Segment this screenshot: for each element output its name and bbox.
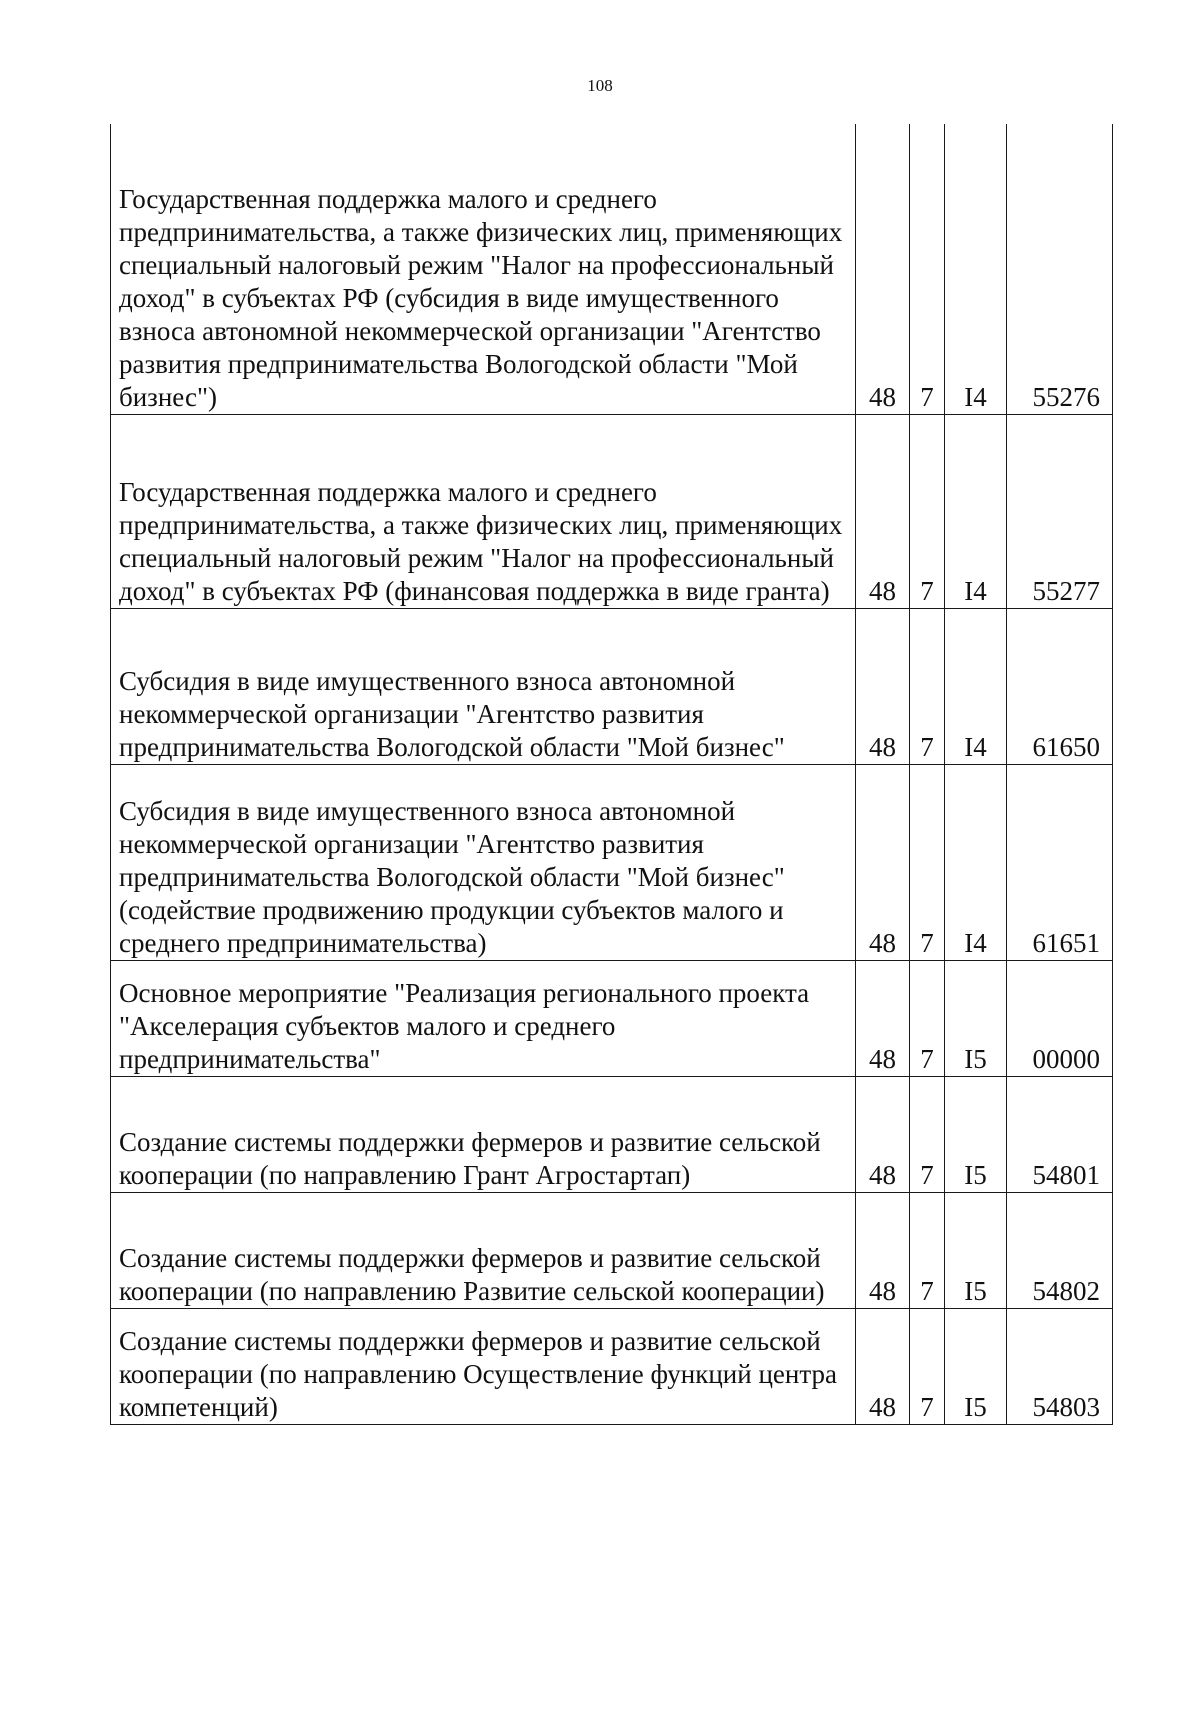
code-cell: 7 xyxy=(910,414,945,608)
budget-table xyxy=(110,124,1113,1425)
code-cell: 55276 xyxy=(1007,124,1113,414)
code-cell: 7 xyxy=(910,1192,945,1308)
code-cell: I5 xyxy=(945,1076,1007,1192)
code-cell: 48 xyxy=(856,764,910,960)
code-cell: 48 xyxy=(856,1308,910,1424)
code-cell: 48 xyxy=(856,414,910,608)
table-row xyxy=(111,1192,1113,1308)
code-cell: I5 xyxy=(945,1308,1007,1424)
code-cell: I4 xyxy=(945,414,1007,608)
code-cell: 48 xyxy=(856,1076,910,1192)
code-cell: 7 xyxy=(910,608,945,764)
code-cell: 7 xyxy=(910,960,945,1076)
code-cell: 48 xyxy=(856,1192,910,1308)
code-cell: 54802 xyxy=(1007,1192,1113,1308)
page-number: 108 xyxy=(587,76,613,95)
code-cell: 00000 xyxy=(1007,960,1113,1076)
code-cell: 7 xyxy=(910,764,945,960)
code-cell: I4 xyxy=(945,124,1007,414)
code-cell: I4 xyxy=(945,608,1007,764)
table-row xyxy=(111,1076,1113,1192)
code-cell: 48 xyxy=(856,124,910,414)
table-row xyxy=(111,608,1113,764)
row-name-cell: Создание системы поддержки фермеров и развитие сельской кооперации (по направлению Развитие сельской кооперации) xyxy=(111,1192,856,1308)
table-row xyxy=(111,414,1113,608)
code-cell: I5 xyxy=(945,960,1007,1076)
row-name-cell: Государственная поддержка малого и среднего предпринимательства, а также физических лиц, применяющих специальный налоговый режим "Налог на профессиональный доход" в субъектах РФ (финансовая поддержка в виде гранта) xyxy=(111,414,856,608)
row-name-cell: Создание системы поддержки фермеров и развитие сельской кооперации (по направлению Осуществление функций центра компетенций) xyxy=(111,1308,856,1424)
code-cell: I4 xyxy=(945,764,1007,960)
code-cell: I5 xyxy=(945,1192,1007,1308)
code-cell: 54803 xyxy=(1007,1308,1113,1424)
code-cell: 7 xyxy=(910,1076,945,1192)
code-cell: 54801 xyxy=(1007,1076,1113,1192)
code-cell: 7 xyxy=(910,124,945,414)
row-name-cell: Субсидия в виде имущественного взноса автономной некоммерческой организации "Агентство развития предпринимательства Вологодской области "Мой бизнес" xyxy=(111,608,856,764)
code-cell: 48 xyxy=(856,608,910,764)
code-cell: 61651 xyxy=(1007,764,1113,960)
table-row xyxy=(111,1308,1113,1424)
code-cell: 61650 xyxy=(1007,608,1113,764)
row-name-cell: Субсидия в виде имущественного взноса автономной некоммерческой организации "Агентство развития предпринимательства Вологодской области "Мой бизнес" (содействие продвижению продукции субъектов малого и среднего предпринимательства) xyxy=(111,764,856,960)
code-cell: 48 xyxy=(856,960,910,1076)
row-name-cell: Создание системы поддержки фермеров и развитие сельской кооперации (по направлению Грант Агростартап) xyxy=(111,1076,856,1192)
table-row xyxy=(111,124,1113,414)
code-cell: 55277 xyxy=(1007,414,1113,608)
code-cell: 7 xyxy=(910,1308,945,1424)
table-row xyxy=(111,960,1113,1076)
row-name-cell: Основное мероприятие "Реализация регионального проекта "Акселерация субъектов малого и среднего предпринимательства" xyxy=(111,960,856,1076)
table-row xyxy=(111,764,1113,960)
row-name-cell: Государственная поддержка малого и среднего предпринимательства, а также физических лиц, применяющих специальный налоговый режим "Налог на профессиональный доход" в субъектах РФ (субсидия в виде имущественного взноса автономной некоммерческой организации "Агентство развития предпринимательства Вологодской области "Мой бизнес") xyxy=(111,124,856,414)
